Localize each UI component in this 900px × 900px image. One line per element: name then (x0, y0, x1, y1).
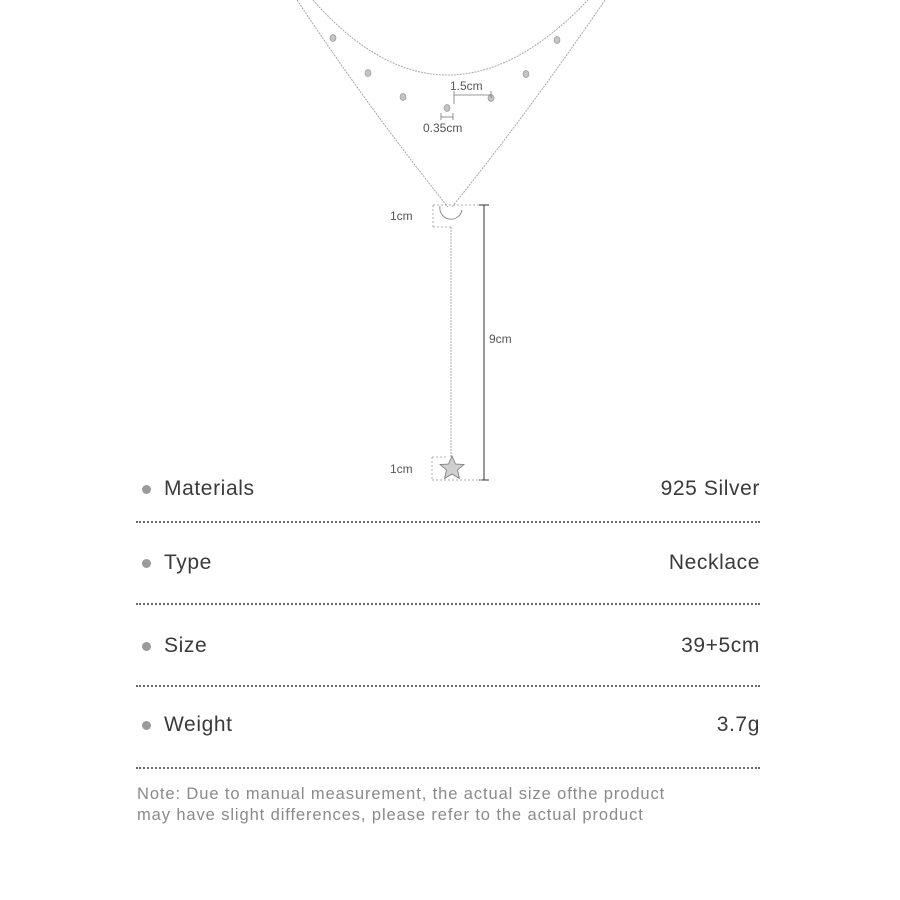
spec-label: Type (164, 551, 212, 574)
bead (400, 94, 406, 101)
spec-row-materials (137, 471, 760, 507)
bullet-icon (142, 721, 151, 730)
bead (365, 70, 371, 77)
disclaimer-note (137, 784, 777, 826)
divider (136, 685, 760, 687)
note-line: Note: Due to manual measurement, the actual size ofthe product (137, 785, 666, 803)
spec-value: Necklace (668, 551, 760, 574)
divider (136, 521, 760, 523)
divider (136, 603, 760, 605)
bead (554, 37, 560, 44)
spec-value: 39+5cm (681, 634, 760, 657)
outer-chain-right (452, 0, 605, 207)
spec-label: Size (164, 634, 208, 657)
bead (330, 35, 336, 42)
bullet-icon (142, 559, 151, 568)
bullet-icon (142, 642, 151, 651)
bead (523, 71, 529, 78)
drop-length-label: 9cm (489, 332, 512, 346)
moon-pendant (440, 206, 462, 219)
inner-chain (313, 0, 588, 75)
divider (136, 767, 760, 769)
outer-chain (297, 0, 448, 207)
spec-value: 925 Silver (660, 477, 760, 500)
spec-label: Weight (164, 713, 233, 736)
drop-length-dimension (479, 205, 489, 480)
note-line: may have slight differences, please refer to the actual product (137, 806, 644, 824)
spec-value: 3.7g (716, 713, 760, 736)
chain-beads (330, 35, 560, 112)
bead-size-dimension (441, 113, 453, 120)
star-height-label: 1cm (390, 462, 413, 476)
moon-height-label: 1cm (390, 209, 413, 223)
spec-row-size (137, 628, 760, 664)
bead-spacing-label: 1.5cm (450, 79, 483, 93)
bead-size-label: 0.35cm (423, 121, 463, 135)
spec-row-type (137, 545, 760, 581)
spec-label: Materials (164, 477, 255, 500)
bullet-icon (142, 485, 151, 494)
spec-row-weight (137, 707, 760, 743)
bead (444, 105, 450, 112)
